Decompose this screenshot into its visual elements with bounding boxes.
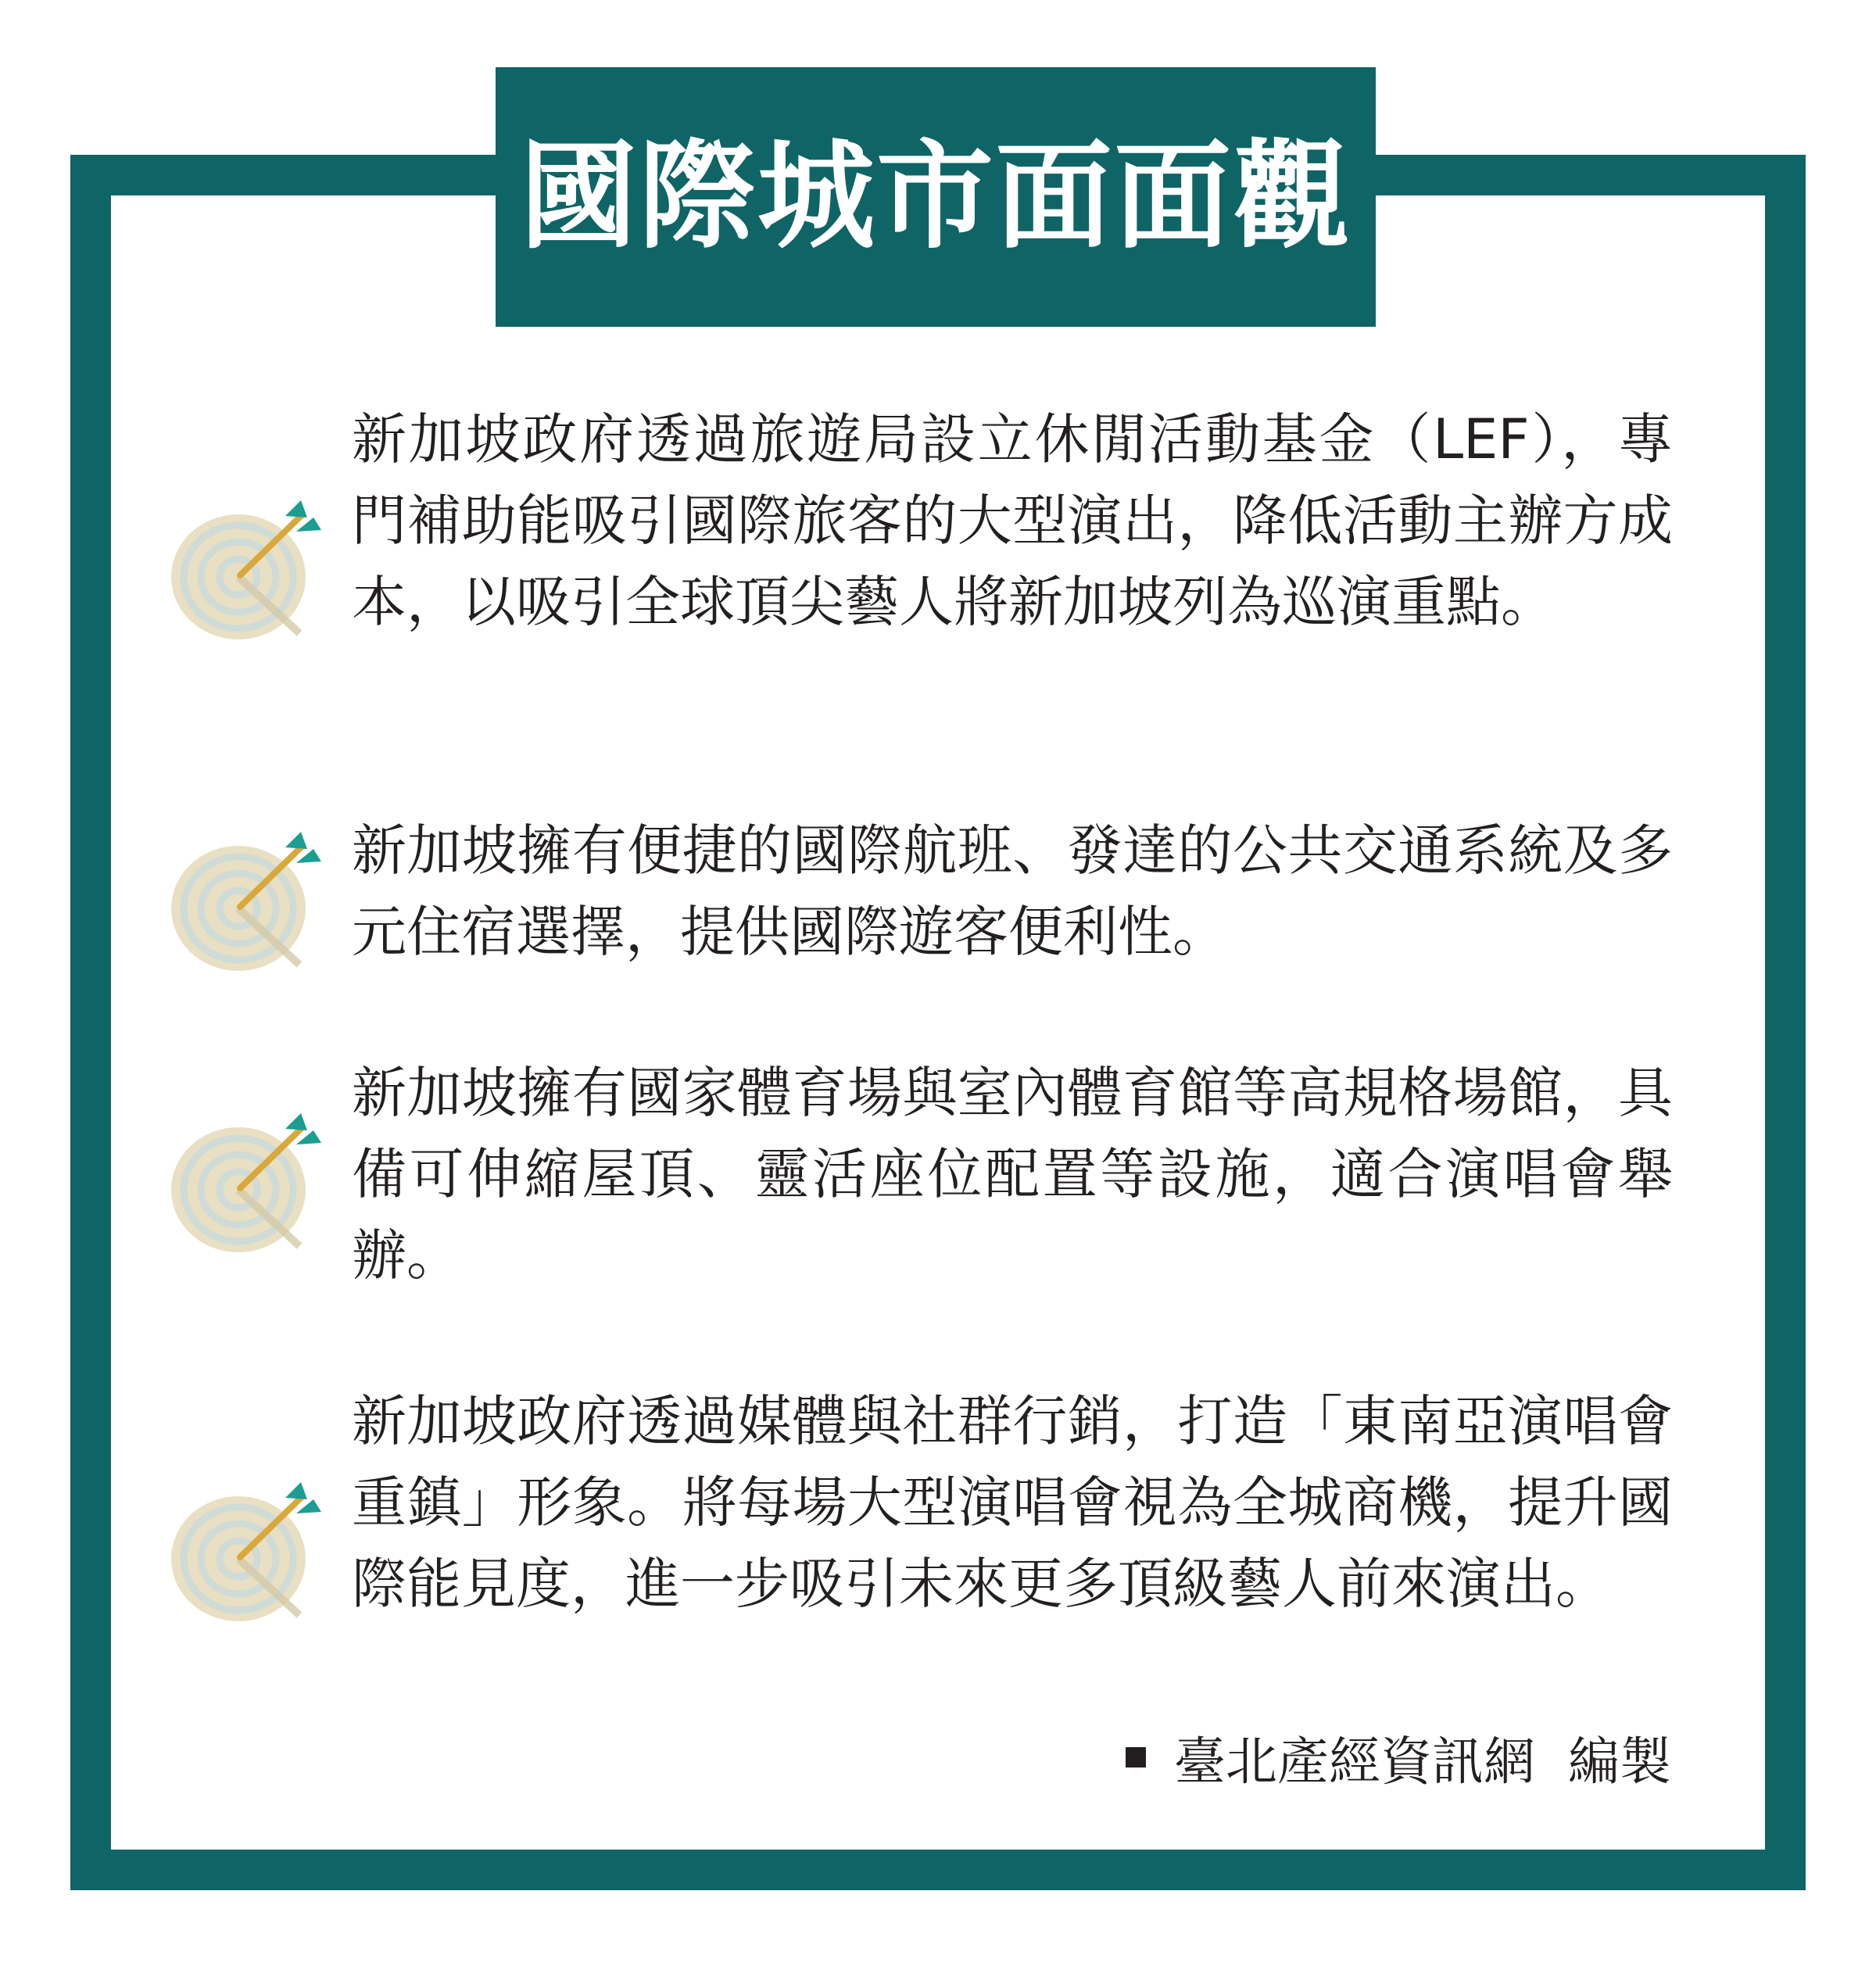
credit-text: 臺北產經資訊網 編製 [1174, 1732, 1671, 1792]
page-title: 國際城市面面觀 [519, 129, 1352, 265]
item-text: 新加坡政府透過媒體與社群行銷，打造「東南亞演唱會重鎮」形象。將每場大型演唱會視為全城商機，提升國際能見度，進一步吸引未來更多頂級藝人前來演出。 [352, 1389, 1673, 1616]
target-arrow-icon [168, 1467, 324, 1623]
target-arrow-icon [168, 816, 324, 972]
item-text: 新加坡擁有國家體育場與室內體育館等高規格場館，具備可伸縮屋頂、靈活座位配置等設施，適合演唱會舉辦。 [352, 1061, 1673, 1288]
square-bullet-icon [1126, 1747, 1146, 1767]
target-arrow-icon [168, 485, 324, 641]
credit-line [1126, 1720, 1671, 1794]
target-arrow-icon [168, 1098, 324, 1254]
item-text: 新加坡擁有便捷的國際航班、發達的公共交通系統及多元住宿選擇，提供國際遊客便利性。 [352, 818, 1673, 964]
title-banner [496, 67, 1376, 327]
item-text: 新加坡政府透過旅遊局設立休閒活動基金（LEF），專門補助能吸引國際旅客的大型演出，降低活動主辦方成本，以吸引全球頂尖藝人將新加坡列為巡演重點。 [352, 407, 1673, 634]
